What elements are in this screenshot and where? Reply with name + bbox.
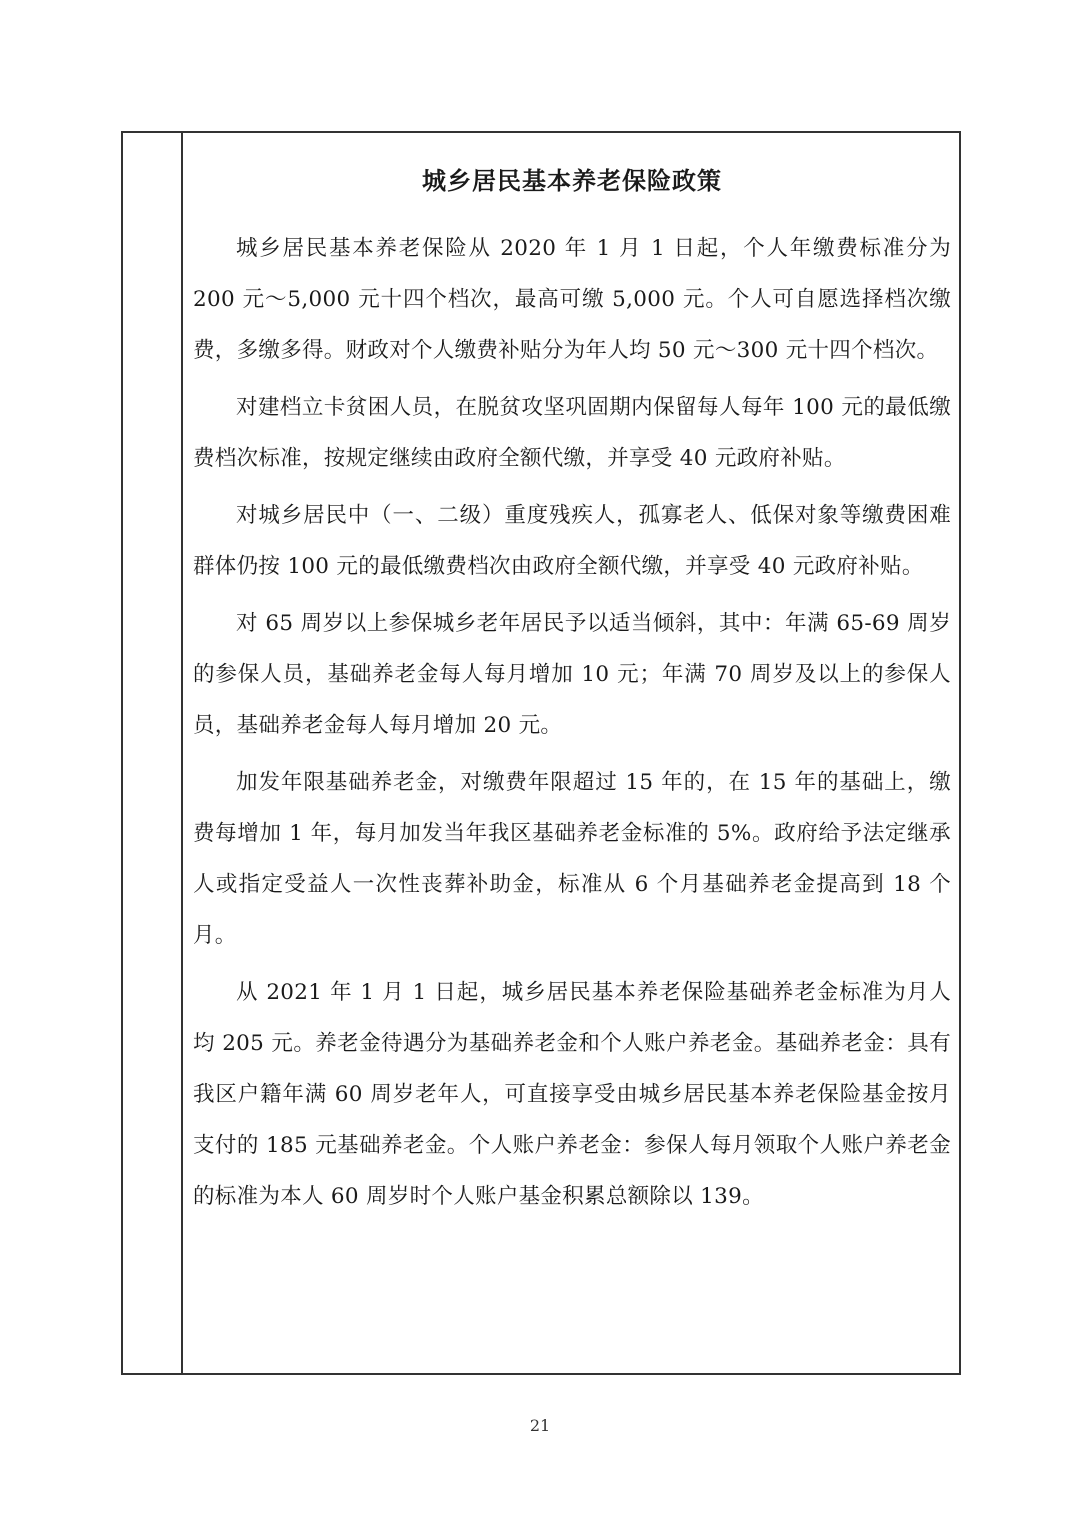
page-number: 21	[529, 1416, 551, 1435]
paragraph-disabled-groups: 对城乡居民中（一、二级）重度残疾人，孤寡老人、低保对象等缴费困难群体仍按 100 元的最低缴费档次由政府全额代缴，并享受 40 元政府补贴。	[193, 503, 951, 579]
document-content	[193, 161, 951, 1228]
document-table-frame	[121, 131, 961, 1375]
table-left-column	[123, 133, 183, 1373]
paragraph-pension-standard: 从 2021 年 1 月 1 日起，城乡居民基本养老保险基础养老金标准为月人均 205 元。养老金待遇分为基础养老金和个人账户养老金。基础养老金：具有我区户籍年满 60 周岁老年人，可直接享受由城乡居民基本养老保险基金按月支付的 185 元基础养老金。个人账户养老金：参保人每月领取个人账户养老金的标准为本人 60 周岁时个人账户基金积累总额除以 139。	[193, 980, 951, 1209]
paragraph-contribution-years: 加发年限基础养老金，对缴费年限超过 15 年的，在 15 年的基础上，缴费每增加 1 年，每月加发当年我区基础养老金标准的 5%。政府给予法定继承人或指定受益人一次性丧葬补助金，标准从 6 个月基础养老金提高到 18 个月。	[193, 770, 951, 948]
paragraph-contribution-levels: 城乡居民基本养老保险从 2020 年 1 月 1 日起，个人年缴费标准分为 200 元～5,000 元十四个档次，最高可缴 5,000 元。个人可自愿选择档次缴费，多缴多得。财政对个人缴费补贴分为年人均 50 元～300 元十四个档次。	[193, 236, 951, 363]
paragraph-poverty-households: 对建档立卡贫困人员，在脱贫攻坚巩固期内保留每人每年 100 元的最低缴费档次标准，按规定继续由政府全额代缴，并享受 40 元政府补贴。	[193, 395, 951, 471]
paragraph-elderly-increase: 对 65 周岁以上参保城乡老年居民予以适当倾斜，其中：年满 65-69 周岁的参保人员，基础养老金每人每月增加 10 元；年满 70 周岁及以上的参保人员，基础养老金每人每月增加 20 元。	[193, 611, 951, 738]
document-title: 城乡居民基本养老保险政策	[422, 166, 722, 195]
